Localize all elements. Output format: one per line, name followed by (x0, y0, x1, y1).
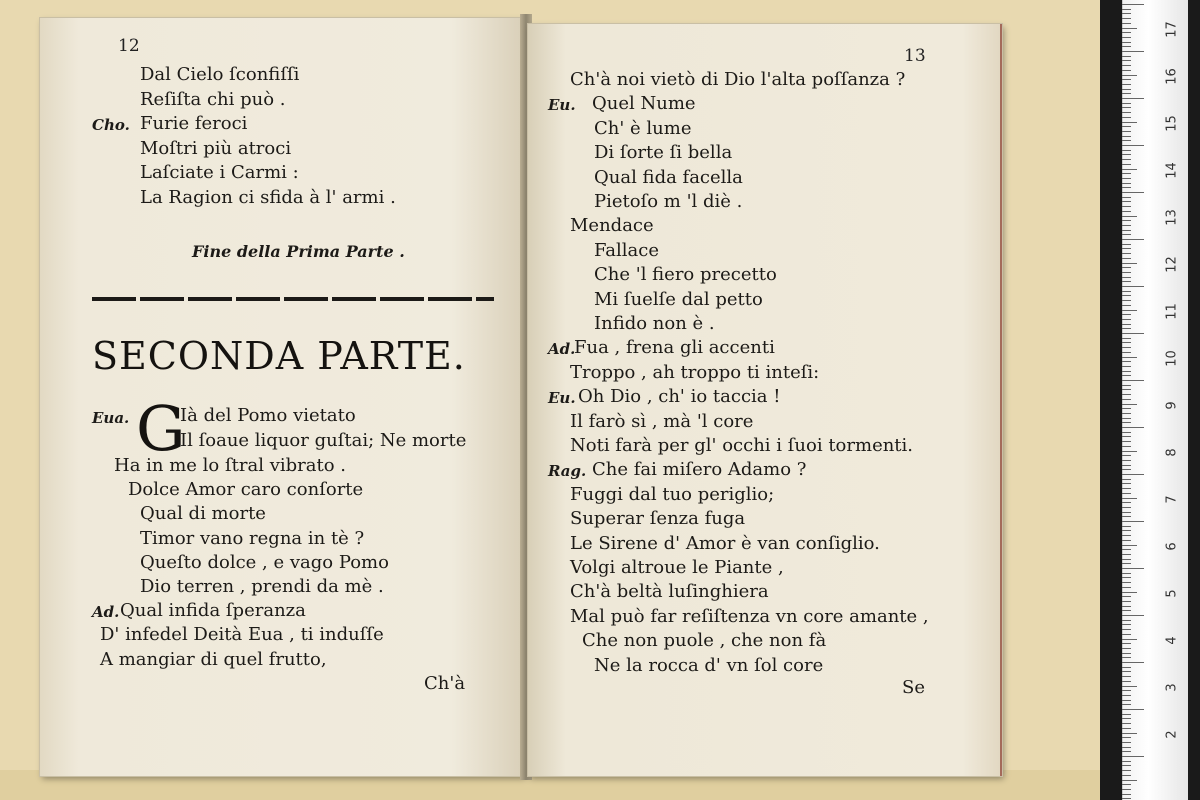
verse-line: Ch'à noi vietò di Dio l'alta poſſanza ? (570, 69, 906, 90)
ruler-number: 3 (1164, 683, 1180, 692)
ruler-tick (1122, 187, 1131, 188)
ruler-tick (1122, 488, 1131, 489)
ruler-tick (1122, 183, 1131, 184)
ruler-tick (1122, 427, 1144, 428)
ruler-tick (1122, 671, 1131, 672)
verse-line: Oh Dio , ch' io taccia ! (578, 386, 781, 408)
ruler-tick (1122, 342, 1131, 343)
verse-line: Timor vano regna in tè ? (140, 527, 365, 549)
ruler-tick (1122, 465, 1131, 466)
ruler-tick (1122, 568, 1144, 569)
ruler-tick (1122, 446, 1131, 447)
ruler-tick (1122, 455, 1131, 456)
ruler-tick (1122, 60, 1131, 61)
ruler-tick (1122, 775, 1131, 776)
ruler-tick (1122, 483, 1131, 484)
ruler-tick (1122, 563, 1131, 564)
speaker-label: Eu. (548, 389, 576, 408)
ruler-tick (1122, 737, 1131, 738)
ruler-tick (1122, 667, 1131, 668)
ruler-tick (1122, 432, 1131, 433)
verse-line: Noti farà per gl' occhi i ſuoi tormenti. (570, 435, 914, 456)
ruler-tick (1122, 164, 1131, 165)
ruler-tick (1122, 150, 1131, 151)
verse-line: Moſtri più atroci (140, 137, 292, 159)
ruler-tick (1122, 549, 1131, 550)
ruler-tick (1122, 512, 1131, 513)
ruler-tick (1122, 272, 1131, 273)
verse-line: Queſto dolce , e vago Pomo (140, 551, 389, 573)
ruler-tick (1122, 84, 1131, 85)
verse-line: D' infedel Deità Eua , ti induſſe (100, 624, 384, 646)
ruler-tick (1122, 469, 1131, 470)
ruler-number: 12 (1164, 256, 1180, 273)
ruler-tick (1122, 46, 1131, 47)
ruler-tick (1122, 65, 1131, 66)
ruler-tick (1122, 79, 1131, 80)
ruler-tick (1122, 479, 1131, 480)
ruler-tick (1122, 451, 1137, 452)
ruler-tick (1122, 780, 1137, 781)
ruler-tick (1122, 521, 1144, 522)
ruler-number: 13 (1164, 209, 1180, 226)
ruler-tick (1122, 244, 1131, 245)
ruler-tick (1122, 385, 1131, 386)
ruler-tick (1122, 328, 1131, 329)
ruler-tick (1122, 709, 1144, 710)
ruler-tick (1122, 206, 1131, 207)
ruler-tick (1122, 281, 1131, 282)
ruler-tick (1122, 173, 1131, 174)
ruler-tick (1122, 686, 1137, 687)
verse-line: Ch'à beltà luſinghiera (570, 581, 769, 603)
ruler-tick (1122, 37, 1131, 38)
ruler-tick (1122, 789, 1131, 790)
ruler-tick (1122, 136, 1131, 137)
ruler-tick (1122, 13, 1131, 14)
ruler-tick (1122, 42, 1131, 43)
ruler-tick (1122, 643, 1131, 644)
ruler-tick (1122, 352, 1131, 353)
ruler-number: 17 (1164, 21, 1180, 38)
ruler-tick (1122, 596, 1131, 597)
right-page (528, 24, 1002, 776)
ruler-tick (1122, 169, 1137, 170)
ruler-tick (1122, 305, 1131, 306)
ruler-tick (1122, 559, 1131, 560)
ruler-tick (1122, 389, 1131, 390)
ruler-tick (1122, 126, 1131, 127)
ruler-tick (1122, 751, 1131, 752)
ruler-tick (1122, 592, 1137, 593)
ruler-tick (1122, 648, 1131, 649)
ruler-tick (1122, 51, 1144, 52)
ruler-tick (1122, 107, 1131, 108)
ruler-tick (1122, 23, 1131, 24)
ruler-tick (1122, 319, 1131, 320)
ruler-tick (1122, 70, 1131, 71)
ruler-tick (1122, 93, 1131, 94)
ruler-tick (1122, 413, 1131, 414)
verse-line: Mendace (570, 215, 654, 237)
ruler-tick (1122, 704, 1131, 705)
verse-line: Troppo , ah troppo ti inteſi: (570, 361, 820, 383)
ruler-tick (1122, 239, 1144, 240)
ruler-tick (1122, 516, 1131, 517)
verse-line: Ch' è lume (594, 117, 692, 139)
ruler-tick (1122, 700, 1131, 701)
verse-line: Superar ſenza fuga (570, 508, 746, 530)
verse-line: Ne la rocca d' vn ſol core (594, 654, 824, 676)
ruler-tick (1122, 98, 1144, 99)
section-title: SECONDA PARTE. (92, 334, 466, 378)
ruler-tick (1122, 770, 1131, 771)
verse-line: Che 'l fiero precetto (594, 264, 777, 286)
ruler-tick (1122, 117, 1131, 118)
verse-line: Infido non è . (594, 313, 715, 334)
ruler-tick (1122, 4, 1144, 5)
ruler-tick (1122, 606, 1131, 607)
ruler-number: 9 (1164, 401, 1180, 410)
ruler-tick (1122, 32, 1131, 33)
verse-line: La Ragion ci sfida à l' armi . (140, 187, 396, 208)
ruler-tick (1122, 145, 1144, 146)
ruler-tick (1122, 263, 1137, 264)
ruler-tick (1122, 310, 1137, 311)
ruler-tick (1122, 554, 1131, 555)
ruler-tick (1122, 28, 1137, 29)
verse-line: Dio terren , prendi da mè . (140, 576, 384, 597)
page-number-right: 13 (904, 46, 926, 66)
ruler-tick (1122, 639, 1137, 640)
ruler-tick (1122, 216, 1137, 217)
ruler-tick (1122, 681, 1131, 682)
ruler-tick (1122, 798, 1131, 799)
ruler-number: 2 (1164, 730, 1180, 739)
ruler-tick (1122, 89, 1131, 90)
ruler-tick (1122, 747, 1131, 748)
ruler-number: 14 (1164, 162, 1180, 179)
ruler-tick (1122, 756, 1144, 757)
ruler-number: 7 (1164, 495, 1180, 504)
ruler-tick (1122, 761, 1131, 762)
page-number-left: 12 (118, 36, 140, 56)
verse-line: Reſiſta chi può . (140, 88, 286, 110)
ruler-tick (1122, 502, 1131, 503)
ruler-tick (1122, 112, 1131, 113)
verse-line: Qual di morte (140, 503, 266, 525)
ruler-tick (1122, 718, 1131, 719)
drop-cap: G (136, 392, 186, 465)
verse-line: Il farò sì , mà 'l core (570, 410, 754, 432)
ruler-tick (1122, 493, 1131, 494)
verse-line: Laſciate i Carmi : (140, 162, 299, 184)
verse-line: Dolce Amor caro conſorte (128, 479, 364, 501)
ruler-tick (1122, 695, 1131, 696)
ruler-tick (1122, 714, 1131, 715)
ruler-tick (1122, 765, 1131, 766)
ruler-tick (1122, 267, 1131, 268)
verse-line: Pietoſo m 'l diè . (594, 191, 743, 212)
ruler-tick (1122, 140, 1131, 141)
ruler-tick (1122, 225, 1131, 226)
ruler-tick (1122, 286, 1144, 287)
verse-line: Fua , frena gli accenti (574, 337, 775, 359)
ruler-tick (1122, 577, 1131, 578)
ruler-tick (1122, 375, 1131, 376)
ruler-tick (1122, 159, 1131, 160)
ruler-tick (1122, 582, 1131, 583)
speaker-label: Ad. (548, 340, 576, 359)
ruler-tick (1122, 526, 1131, 527)
verse-line: Volgi altroue le Piante , (570, 557, 784, 578)
ruler-tick (1122, 211, 1131, 212)
ruler-tick (1122, 629, 1131, 630)
ruler-tick (1122, 507, 1131, 508)
ruler-tick (1122, 573, 1131, 574)
ruler-tick (1122, 9, 1131, 10)
verse-line: Qual fida facella (594, 166, 743, 188)
speaker-label: Ad. (92, 603, 120, 622)
ruler-tick (1122, 610, 1131, 611)
verse-line: Mal può far reſiſtenza vn core amante , (570, 605, 929, 627)
verse-line: Di ſorte ſi bella (594, 142, 733, 164)
verse-line: Qual infida ſperanza (120, 600, 306, 622)
verse-line: Che fai miſero Adamo ? (592, 459, 807, 481)
speaker-label: Eua. (92, 409, 130, 427)
ruler-number: 10 (1164, 350, 1180, 367)
ruler-tick (1122, 587, 1131, 588)
ruler-tick (1122, 371, 1131, 372)
ruler-tick (1122, 676, 1131, 677)
ruler-tick (1122, 357, 1137, 358)
ruler-tick (1122, 347, 1131, 348)
ruler-tick (1122, 601, 1131, 602)
ruler-tick (1122, 234, 1131, 235)
ruler-tick (1122, 498, 1137, 499)
ruler-tick (1122, 154, 1131, 155)
ruler-tick (1122, 192, 1144, 193)
ruler-tick (1122, 197, 1131, 198)
left-page (40, 18, 524, 776)
ruler-tick (1122, 784, 1131, 785)
ruler-tick (1122, 545, 1137, 546)
ruler-tick (1122, 300, 1131, 301)
ruler-tick (1122, 277, 1131, 278)
ruler-tick (1122, 474, 1144, 475)
verse-line: Fuggi dal tuo periglio; (570, 483, 775, 505)
ruler-tick (1122, 723, 1131, 724)
ruler-tick (1122, 338, 1131, 339)
ruler-number: 11 (1164, 303, 1180, 320)
ruler-tick (1122, 380, 1144, 381)
catchword-right: Se (902, 677, 925, 698)
ruler-tick (1122, 103, 1131, 104)
ruler-tick (1122, 662, 1144, 663)
ruler-tick (1122, 361, 1131, 362)
speaker-label: Rag. (548, 462, 587, 481)
ruler-tick (1122, 422, 1131, 423)
verse-line: Mi ſuelſe dal petto (594, 288, 763, 310)
verse-line: Furie feroci (140, 113, 248, 135)
speaker-label: Eu. (548, 96, 576, 115)
ruler-number: 16 (1164, 68, 1180, 85)
verse-line: Le Sirene d' Amor è van conſiglio. (570, 532, 880, 554)
verse-line: Ha in me lo ſtral vibrato . (114, 455, 346, 476)
ruler-tick (1122, 728, 1131, 729)
ruler-tick (1122, 657, 1131, 658)
ruler-tick (1122, 56, 1131, 57)
verse-line: Fallace (594, 239, 659, 261)
ruler-tick (1122, 399, 1131, 400)
ruler-tick (1122, 75, 1137, 76)
ruler-tick (1122, 324, 1131, 325)
ruler-tick (1122, 620, 1131, 621)
ruler-tick (1122, 690, 1131, 691)
decorative-rule (92, 297, 494, 301)
ruler-tick (1122, 248, 1131, 249)
measuring-ruler (1122, 0, 1188, 800)
ruler-tick (1122, 178, 1131, 179)
ruler-tick (1122, 535, 1131, 536)
verse-line: Il ſoaue liquor guſtai; Ne morte (180, 430, 467, 451)
ruler-number: 5 (1164, 589, 1180, 598)
ruler-tick (1122, 624, 1131, 625)
ruler-tick (1122, 733, 1137, 734)
verse-line: Dal Cielo ſconfiſſi (140, 64, 300, 85)
ruler-tick (1122, 742, 1131, 743)
catchword-left: Ch'à (424, 673, 466, 694)
ruler-tick (1122, 530, 1131, 531)
ruler-tick (1122, 366, 1131, 367)
ruler-tick (1122, 394, 1131, 395)
ruler-tick (1122, 794, 1131, 795)
ruler-tick (1122, 653, 1131, 654)
ruler-number: 6 (1164, 542, 1180, 551)
ruler-tick (1122, 253, 1131, 254)
ruler-tick (1122, 131, 1131, 132)
ruler-tick (1122, 441, 1131, 442)
ruler-tick (1122, 418, 1131, 419)
ruler-tick (1122, 230, 1131, 231)
speaker-label: Cho. (92, 116, 130, 135)
ruler-tick (1122, 314, 1131, 315)
ruler-number: 8 (1164, 448, 1180, 457)
ruler-tick (1122, 18, 1131, 19)
ruler-tick (1122, 220, 1131, 221)
ruler-tick (1122, 460, 1131, 461)
ruler-number: 15 (1164, 115, 1180, 132)
ruler-number: 4 (1164, 636, 1180, 645)
ruler-tick (1122, 122, 1137, 123)
ruler-tick (1122, 615, 1144, 616)
verse-line: Quel Nume (592, 93, 696, 115)
ruler-tick (1122, 436, 1131, 437)
ruler-tick (1122, 201, 1131, 202)
verse-line: Ià del Pomo vietato (180, 405, 356, 426)
verse-line: A mangiar di quel frutto, (100, 648, 327, 670)
end-of-part-note: Fine della Prima Parte . (192, 242, 405, 261)
ruler-tick (1122, 333, 1144, 334)
ruler-tick (1122, 540, 1131, 541)
verse-line: Che non puole , che non fà (582, 630, 827, 652)
ruler-tick (1122, 258, 1131, 259)
ruler-tick (1122, 404, 1137, 405)
ruler-tick (1122, 295, 1131, 296)
ruler-tick (1122, 408, 1131, 409)
ruler-tick (1122, 634, 1131, 635)
ruler-tick (1122, 291, 1131, 292)
